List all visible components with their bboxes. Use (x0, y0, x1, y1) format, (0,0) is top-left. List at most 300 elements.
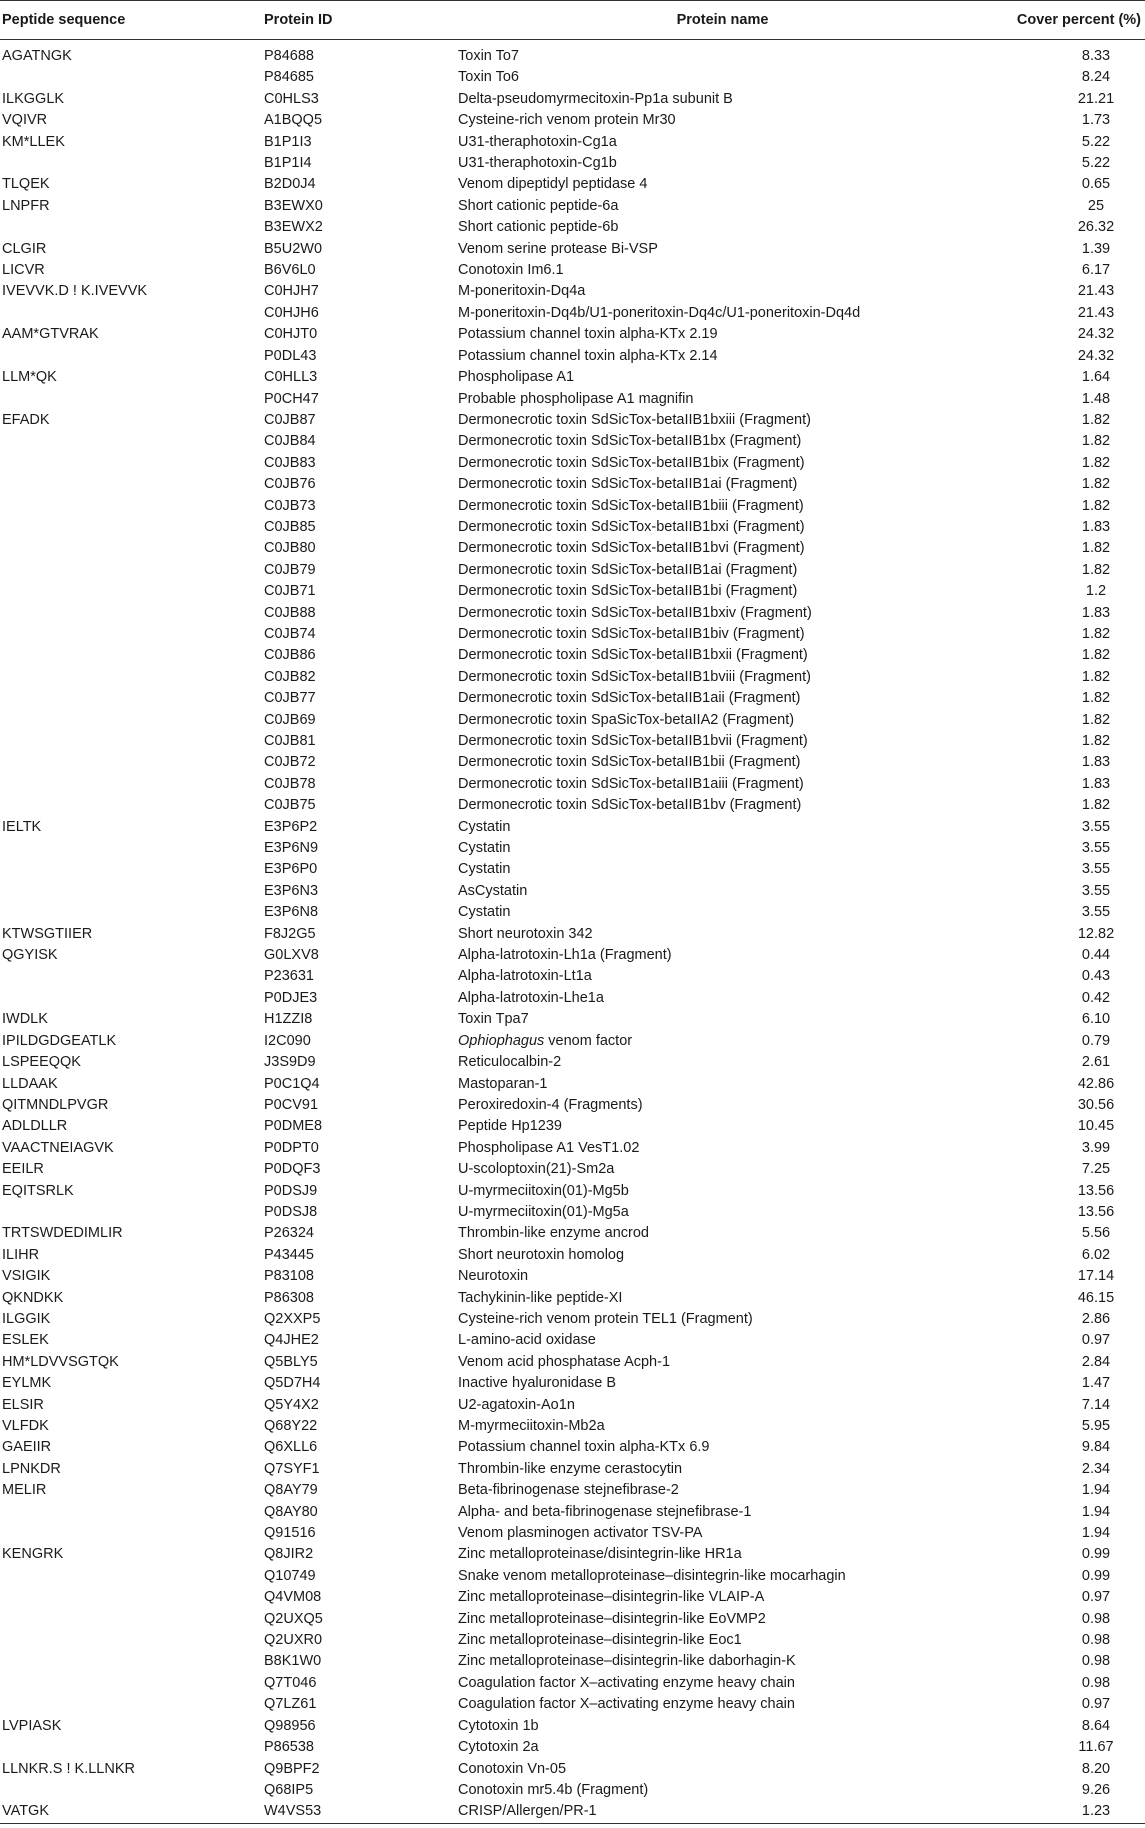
protein-id-cell: Q6XLL6 (264, 1439, 318, 1456)
peptide-sequence-cell: KENGRK (2, 1546, 64, 1563)
protein-name-cell: Coagulation factor X–activating enzyme heavy chain (458, 1674, 795, 1691)
protein-name-cell: U-scoloptoxin(21)-Sm2a (458, 1161, 615, 1178)
table-row (0, 881, 1145, 902)
peptide-sequence-cell: LLNKR.S ! K.LLNKR (2, 1760, 135, 1777)
peptide-sequence-cell (0, 624, 262, 645)
cover-percent-cell: 1.83 (1081, 754, 1111, 771)
protein-name-cell: U-myrmeciitoxin(01)-Mg5a (458, 1203, 629, 1220)
peptide-sequence-cell: ELSIR (2, 1396, 44, 1413)
protein-name-cell: Zinc metalloproteinase–disintegrin-like EoVMP2 (458, 1610, 766, 1627)
protein-name-cell: Probable phospholipase A1 magnifin (458, 390, 694, 407)
protein-id-cell: C0JB85 (264, 518, 316, 535)
protein-name-cell: Cystatin (458, 904, 511, 921)
peptide-sequence-cell: KM*LLEK (2, 133, 65, 150)
peptide-sequence-cell: IELTK (2, 818, 42, 835)
table-row (0, 688, 1145, 709)
peptide-sequence-cell: LLDAAK (2, 1075, 58, 1092)
protein-id-cell: A1BQQ5 (264, 112, 323, 129)
table-row (0, 1502, 1145, 1523)
protein-id-cell: C0JB80 (264, 540, 316, 557)
peptide-sequence-cell (0, 731, 262, 752)
protein-name-cell: Potassium channel toxin alpha-KTx 2.19 (458, 326, 718, 343)
table-body (0, 40, 1145, 1824)
cover-percent-cell: 0.42 (1081, 989, 1111, 1006)
protein-id-cell: Q4VM08 (264, 1589, 322, 1606)
table-row (0, 303, 1145, 324)
protein-id-cell: B5U2W0 (264, 240, 323, 257)
peptide-sequence-cell (0, 431, 262, 452)
table-row (0, 346, 1145, 367)
peptide-sequence-cell (0, 1630, 262, 1651)
header-protein-name: Protein name (456, 1, 987, 40)
protein-name-cell: Cysteine-rich venom protein Mr30 (458, 112, 676, 129)
peptide-sequence-cell: IWDLK (2, 1011, 48, 1028)
protein-name-cell: Toxin Tpa7 (458, 1011, 529, 1028)
protein-id-cell: C0JB84 (264, 433, 316, 450)
cover-percent-cell: 1.73 (1081, 112, 1111, 129)
cover-percent-cell: 1.82 (1081, 625, 1111, 642)
peptide-sequence-cell (0, 795, 262, 816)
table-row (0, 902, 1145, 923)
cover-percent-cell: 2.34 (1081, 1460, 1111, 1477)
cover-percent-cell: 0.99 (1081, 1546, 1111, 1563)
protein-id-cell: Q5BLY5 (264, 1353, 318, 1370)
protein-name-cell: Zinc metalloproteinase–disintegrin-like daborhagin-K (458, 1653, 796, 1670)
table-row (0, 817, 1145, 838)
protein-id-cell: I2C090 (264, 1032, 311, 1049)
protein-id-cell: C0JB87 (264, 411, 316, 428)
peptide-sequence-cell: LICVR (2, 262, 45, 279)
peptide-sequence-cell: VAACTNEIAGVK (2, 1139, 114, 1156)
peptide-sequence-cell (0, 474, 262, 495)
peptide-sequence-cell (0, 710, 262, 731)
cover-percent-cell: 6.02 (1081, 1246, 1111, 1263)
table-row (0, 367, 1145, 388)
protein-id-cell: Q7LZ61 (264, 1696, 317, 1713)
peptide-sequence-cell (0, 881, 262, 902)
cover-percent-cell: 5.22 (1081, 155, 1111, 172)
protein-name-cell: Dermonecrotic toxin SdSicTox-betaIIB1aii (Fragment) (458, 690, 801, 707)
cover-percent-cell: 8.20 (1081, 1760, 1111, 1777)
protein-id-cell: C0JB73 (264, 497, 316, 514)
cover-percent-cell: 1.82 (1081, 454, 1111, 471)
protein-name-cell: U31-theraphotoxin-Cg1b (458, 155, 617, 172)
cover-percent-cell: 24.32 (1077, 326, 1115, 343)
species-name-italic: Ophiophagus (458, 1032, 545, 1049)
table-row (0, 538, 1145, 559)
protein-id-cell: Q2UXR0 (264, 1632, 323, 1649)
protein-id-cell: Q98956 (264, 1717, 316, 1734)
table-row (0, 1716, 1145, 1737)
table-row (0, 731, 1145, 752)
peptide-sequence-cell: EYLMK (2, 1375, 52, 1392)
protein-name-cell: Short neurotoxin homolog (458, 1246, 625, 1263)
peptide-sequence-cell: HM*LDVVSGTQK (2, 1353, 119, 1370)
protein-id-cell: P83108 (264, 1268, 314, 1285)
table-row (0, 1009, 1145, 1030)
cover-percent-cell: 6.17 (1081, 262, 1111, 279)
protein-id-cell: Q7T046 (264, 1674, 317, 1691)
protein-name-cell: Cystatin (458, 861, 511, 878)
protein-name-cell: Cystatin (458, 840, 511, 857)
cover-percent-cell: 17.14 (1077, 1268, 1115, 1285)
cover-percent-cell: 1.39 (1081, 240, 1111, 257)
protein-id-cell: P0DME8 (264, 1118, 323, 1135)
peptide-sequence-cell (0, 303, 262, 324)
protein-id-cell: W4VS53 (262, 1801, 456, 1823)
table-row (0, 132, 1145, 153)
protein-name-cell: Beta-fibrinogenase stejnefibrase-2 (458, 1482, 679, 1499)
table-row (0, 581, 1145, 602)
cover-percent-cell: 1.82 (1081, 497, 1111, 514)
cover-percent-cell: 1.82 (1081, 733, 1111, 749)
peptide-sequence-cell (0, 1737, 262, 1758)
protein-name-cell: Phospholipase A1 VesT1.02 (458, 1139, 640, 1156)
protein-id-cell: B3EWX0 (264, 197, 323, 214)
protein-name-cell: Alpha-latrotoxin-Lt1a (458, 968, 592, 985)
protein-id-cell: E3P6P0 (264, 861, 318, 878)
protein-name-cell: Venom dipeptidyl peptidase 4 (458, 176, 648, 193)
peptide-sequence-cell: LVPIASK (2, 1717, 62, 1734)
cover-percent-cell: 5.56 (1081, 1225, 1111, 1242)
cover-percent-cell: 0.98 (1081, 1653, 1111, 1670)
table-row (0, 67, 1145, 88)
protein-name-cell: Dermonecrotic toxin SpaSicTox-betaIIA2 (Fragment) (458, 711, 795, 728)
protein-name-cell: Potassium channel toxin alpha-KTx 2.14 (458, 347, 718, 364)
protein-id-cell: Q2UXQ5 (264, 1610, 323, 1627)
table-row (0, 239, 1145, 260)
table-row (0, 988, 1145, 1009)
peptide-sequence-cell: GAEIIR (2, 1439, 52, 1456)
protein-name-cell: Venom serine protease Bi-VSP (458, 240, 658, 257)
table-row (0, 1095, 1145, 1116)
table-row (0, 389, 1145, 410)
peptide-sequence-cell: VQIVR (2, 112, 48, 129)
cover-percent-cell: 1.83 (1081, 604, 1111, 621)
protein-id-cell: P86538 (264, 1739, 314, 1756)
peptide-sequence-cell (0, 667, 262, 688)
peptide-sequence-cell (0, 645, 262, 666)
peptide-sequence-cell: TLQEK (2, 176, 50, 193)
cover-percent-cell: 8.33 (1081, 48, 1111, 64)
cover-percent-cell: 0.98 (1081, 1610, 1111, 1627)
table-row (0, 624, 1145, 645)
table-row (0, 1437, 1145, 1458)
protein-name-cell: Venom plasminogen activator TSV-PA (458, 1525, 703, 1542)
table-row (0, 667, 1145, 688)
protein-name-cell: Toxin To7 (458, 48, 519, 64)
protein-name-cell: Thrombin-like enzyme cerastocytin (458, 1460, 683, 1477)
peptide-sequence-cell: LPNKDR (2, 1460, 61, 1477)
protein-id-cell: P43445 (264, 1246, 314, 1263)
protein-name-cell: M-poneritoxin-Dq4b/U1-poneritoxin-Dq4c/U1-poneritoxin-Dq4d (458, 304, 861, 321)
peptide-sequence-cell: IVEVVK.D ! K.IVEVVK (2, 283, 148, 300)
protein-id-cell: C0JB78 (264, 775, 316, 792)
protein-name-cell: U-myrmeciitoxin(01)-Mg5b (458, 1182, 629, 1199)
cover-percent-cell: 1.2 (1085, 583, 1107, 600)
table-row (0, 1202, 1145, 1223)
protein-name-cell: Coagulation factor X–activating enzyme heavy chain (458, 1696, 795, 1713)
cover-percent-cell: 1.82 (1081, 647, 1111, 664)
table-row (0, 1223, 1145, 1244)
table-row (0, 795, 1145, 816)
protein-id-cell: E3P6N3 (264, 882, 319, 899)
cover-percent-cell: 3.55 (1081, 882, 1111, 899)
cover-percent-cell: 1.82 (1081, 433, 1111, 450)
table-row (0, 560, 1145, 581)
cover-percent-cell: 0.43 (1081, 968, 1111, 985)
protein-id-cell: P0CH47 (264, 390, 319, 407)
protein-name-cell: Dermonecrotic toxin SdSicTox-betaIIB1bviii (Fragment) (458, 668, 811, 685)
cover-percent-cell: 1.82 (1081, 797, 1111, 814)
cover-percent-cell: 1.82 (1081, 690, 1111, 707)
cover-percent-cell: 21.43 (1077, 283, 1115, 300)
protein-id-cell: C0JB72 (264, 754, 316, 771)
table-row (0, 1245, 1145, 1266)
peptide-sequence-cell: ILKGGLK (2, 90, 65, 107)
peptide-sequence-cell (0, 389, 262, 410)
protein-id-cell: P0DSJ8 (264, 1203, 318, 1220)
protein-name-cell: M-poneritoxin-Dq4a (458, 283, 586, 300)
cover-percent-cell: 5.22 (1081, 133, 1111, 150)
peptide-sequence-cell (0, 153, 262, 174)
table-row (0, 281, 1145, 302)
protein-name-cell: Reticulocalbin-2 (458, 1054, 562, 1071)
table-row (0, 1544, 1145, 1565)
protein-id-cell: P0C1Q4 (264, 1075, 320, 1092)
peptide-sequence-cell (0, 1523, 262, 1544)
table-row (0, 196, 1145, 217)
table-row (0, 1138, 1145, 1159)
peptide-sequence-cell (0, 774, 262, 795)
protein-name-cell: Short cationic peptide-6b (458, 219, 619, 236)
protein-id-cell: P0DL43 (264, 347, 317, 364)
protein-name-cell: Short cationic peptide-6a (458, 197, 619, 214)
protein-name-cell: Alpha-latrotoxin-Lh1a (Fragment) (458, 947, 672, 964)
peptide-sequence-cell (0, 517, 262, 538)
cover-percent-cell: 0.79 (1081, 1032, 1111, 1049)
cover-percent-cell: 1.82 (1081, 476, 1111, 493)
protein-name-cell: Dermonecrotic toxin SdSicTox-betaIIB1bxiv (Fragment) (458, 604, 812, 621)
peptide-sequence-cell (0, 902, 262, 923)
peptide-sequence-cell (0, 538, 262, 559)
cover-percent-cell: 1.83 (1081, 518, 1111, 535)
table-row (0, 966, 1145, 987)
protein-name-cell: Dermonecrotic toxin SdSicTox-betaIIB1ai (Fragment) (458, 476, 798, 493)
protein-id-cell: E3P6P2 (264, 818, 318, 835)
protein-name-rest: venom factor (544, 1032, 633, 1049)
peptide-sequence-cell: EQITSRLK (2, 1182, 74, 1199)
protein-id-cell: C0JB79 (264, 561, 316, 578)
cover-percent-cell: 2.61 (1081, 1054, 1111, 1071)
protein-id-cell: C0HJT0 (264, 326, 318, 343)
peptide-sequence-cell: VATGK (0, 1801, 262, 1823)
table-row (0, 1309, 1145, 1330)
protein-name-cell: Cytotoxin 2a (458, 1739, 539, 1756)
protein-name-cell: Delta-pseudomyrmecitoxin-Pp1a subunit B (458, 90, 733, 107)
table-row (0, 1288, 1145, 1309)
protein-name-cell: Dermonecrotic toxin SdSicTox-betaIIB1bii (Fragment) (458, 754, 801, 771)
peptide-sequence-cell (0, 217, 262, 238)
protein-name-cell: Alpha-latrotoxin-Lhe1a (458, 989, 604, 1006)
protein-name-cell: Zinc metalloproteinase–disintegrin-like Eoc1 (458, 1632, 742, 1649)
protein-name-cell: Toxin To6 (458, 69, 519, 86)
protein-name-cell: U31-theraphotoxin-Cg1a (458, 133, 617, 150)
cover-percent-cell: 9.84 (1081, 1439, 1111, 1456)
table-row (0, 1395, 1145, 1416)
cover-percent-cell: 0.99 (1081, 1567, 1111, 1584)
cover-percent-cell: 1.82 (1081, 668, 1111, 685)
protein-id-cell: P0DPT0 (264, 1139, 319, 1156)
protein-id-cell: Q8AY80 (264, 1503, 318, 1520)
peptide-sequence-cell: QITMNDLPVGR (2, 1096, 109, 1113)
table-row (0, 752, 1145, 773)
protein-id-cell: Q68IP5 (264, 1781, 314, 1798)
protein-id-cell: C0HLL3 (264, 369, 318, 386)
peptide-sequence-cell (0, 560, 262, 581)
table-row (0, 474, 1145, 495)
cover-percent-cell: 13.56 (1077, 1182, 1115, 1199)
protein-name-cell: M-myrmeciitoxin-Mb2a (458, 1418, 605, 1434)
protein-name-cell: Dermonecrotic toxin SdSicTox-betaIIB1bxii (Fragment) (458, 647, 808, 664)
cover-percent-cell: 0.97 (1081, 1332, 1111, 1349)
table-row (0, 217, 1145, 238)
cover-percent-cell: 21.43 (1077, 304, 1115, 321)
protein-id-cell: B1P1I3 (264, 133, 312, 150)
table-row (0, 774, 1145, 795)
table-row (0, 1116, 1145, 1137)
protein-name-cell: Mastoparan-1 (458, 1075, 548, 1092)
cover-percent-cell: 0.97 (1081, 1696, 1111, 1713)
peptide-sequence-cell (0, 1780, 262, 1801)
peptide-sequence-cell (0, 1651, 262, 1672)
cover-percent-cell: 0.65 (1081, 176, 1111, 193)
peptide-sequence-cell (0, 1202, 262, 1223)
peptide-sequence-cell: ILGGIK (2, 1310, 51, 1327)
header-peptide-sequence: Peptide sequence (0, 1, 262, 40)
peptide-sequence-cell (0, 838, 262, 859)
protein-id-cell: Q9BPF2 (264, 1760, 320, 1777)
cover-percent-cell: 1.82 (1081, 561, 1111, 578)
protein-name-cell: Dermonecrotic toxin SdSicTox-betaIIB1bv (Fragment) (458, 797, 802, 814)
table-row (0, 1651, 1145, 1672)
peptide-sequence-cell (0, 988, 262, 1009)
table-row (0, 603, 1145, 624)
protein-id-cell: Q8AY79 (264, 1482, 318, 1499)
table-row (0, 1630, 1145, 1651)
cover-percent-cell: 3.55 (1081, 861, 1111, 878)
peptide-sequence-cell (0, 688, 262, 709)
cover-percent-cell: 24.32 (1077, 347, 1115, 364)
table-row (0, 324, 1145, 345)
peptide-sequence-cell: VSIGIK (2, 1268, 51, 1285)
protein-name-cell: Conotoxin mr5.4b (Fragment) (458, 1781, 649, 1798)
protein-name-cell: Tachykinin-like peptide-XI (458, 1289, 623, 1306)
peptide-sequence-cell: TRTSWDEDIMLIR (2, 1225, 123, 1242)
protein-name-cell: Neurotoxin (458, 1268, 529, 1285)
peptide-sequence-cell: LLM*QK (2, 369, 57, 386)
protein-id-cell: Q5D7H4 (264, 1375, 321, 1392)
protein-name-cell: Thrombin-like enzyme ancrod (458, 1225, 649, 1242)
protein-id-cell: C0HJH6 (264, 304, 319, 321)
cover-percent-cell: 25 (1087, 197, 1105, 214)
protein-name-cell: Inactive hyaluronidase B (458, 1375, 616, 1392)
table-row (0, 1609, 1145, 1630)
peptide-sequence-cell (0, 1566, 262, 1587)
peptide-sequence-cell (0, 752, 262, 773)
table-row (0, 110, 1145, 131)
table-row (0, 1480, 1145, 1501)
protein-id-cell: C0JB74 (264, 625, 316, 642)
cover-percent-cell: 21.21 (1077, 90, 1115, 107)
protein-id-cell: P84685 (264, 69, 314, 86)
peptide-sequence-cell: MELIR (2, 1482, 47, 1499)
protein-id-cell: P0DSJ9 (264, 1182, 318, 1199)
protein-name-cell: Dermonecrotic toxin SdSicTox-betaIIB1bix (Fragment) (458, 454, 805, 471)
peptide-sequence-cell: IPILDGDGEATLK (2, 1032, 117, 1049)
table-row (0, 1352, 1145, 1373)
cover-percent-cell: 1.23 (987, 1801, 1145, 1823)
table-row (0, 1266, 1145, 1287)
protein-id-cell: F8J2G5 (264, 925, 316, 942)
cover-percent-cell: 11.67 (1078, 1739, 1114, 1756)
peptide-sequence-cell (0, 603, 262, 624)
cover-percent-cell: 7.25 (1081, 1161, 1111, 1178)
protein-id-cell: J3S9D9 (264, 1054, 316, 1071)
peptide-sequence-cell (0, 67, 262, 88)
protein-name-cell: Dermonecrotic toxin SdSicTox-betaIIB1bxiii (Fragment) (458, 411, 811, 428)
protein-id-cell: G0LXV8 (264, 947, 319, 964)
table-row (0, 859, 1145, 880)
table-row (0, 1694, 1145, 1715)
protein-id-cell: C0HLS3 (264, 90, 319, 107)
table-row (0, 838, 1145, 859)
table-row (0, 89, 1145, 110)
cover-percent-cell: 2.86 (1081, 1310, 1111, 1327)
peptide-sequence-cell: LSPEEQQK (2, 1054, 81, 1071)
protein-name-cell: Phospholipase A1 (458, 369, 575, 386)
cover-percent-cell: 3.55 (1081, 840, 1111, 857)
protein-name-cell: Snake venom metalloproteinase–disintegrin-like mocarhagin (458, 1567, 846, 1584)
table-row (0, 1566, 1145, 1587)
cover-percent-cell: 1.82 (1081, 711, 1111, 728)
peptide-sequence-cell: ESLEK (2, 1332, 49, 1349)
protein-name-cell: Cysteine-rich venom protein TEL1 (Fragment) (458, 1310, 753, 1327)
cover-percent-cell: 5.95 (1081, 1418, 1111, 1434)
table-row (0, 517, 1145, 538)
header-protein-id: Protein ID (262, 1, 456, 40)
protein-id-cell: Q68Y22 (264, 1418, 318, 1434)
cover-percent-cell: 6.10 (1081, 1011, 1111, 1028)
peptide-sequence-cell: AAM*GTVRAK (2, 326, 99, 343)
table-row (0, 710, 1145, 731)
peptide-sequence-cell: QKNDKK (2, 1289, 64, 1306)
protein-id-cell: E3P6N9 (264, 840, 319, 857)
protein-name-cell: Zinc metalloproteinase/disintegrin-like HR1a (458, 1546, 742, 1563)
table-row (0, 174, 1145, 195)
table-row (0, 1759, 1145, 1780)
protein-id-cell: C0JB86 (264, 647, 316, 664)
table-row (0, 1074, 1145, 1095)
protein-name-cell: Dermonecrotic toxin SdSicTox-betaIIB1biii (Fragment) (458, 497, 804, 514)
cover-percent-cell: 3.99 (1081, 1139, 1111, 1156)
protein-id-cell: C0HJH7 (264, 283, 319, 300)
protein-name-cell: Dermonecrotic toxin SdSicTox-betaIIB1bxi (Fragment) (458, 518, 805, 535)
table-row (0, 1523, 1145, 1544)
cover-percent-cell: 3.55 (1081, 904, 1111, 921)
cover-percent-cell: 9.26 (1081, 1781, 1111, 1798)
table-row (0, 1673, 1145, 1694)
